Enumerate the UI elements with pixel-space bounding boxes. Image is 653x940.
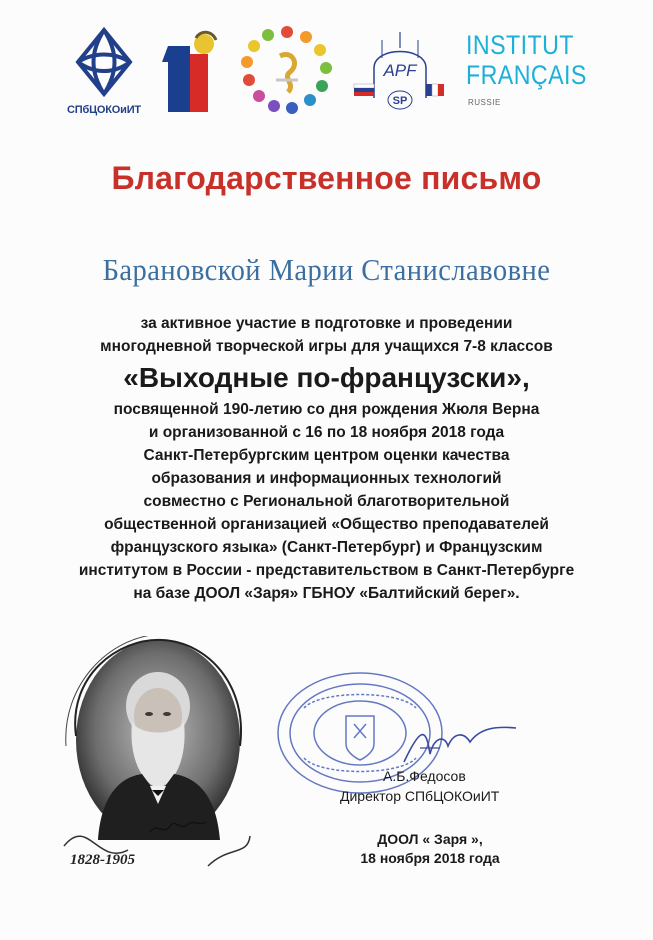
apf-sub-text: SP [392, 95, 408, 107]
signer-name: А.Б.Федосов [383, 768, 466, 784]
body-line: Санкт-Петербургским центром оценки качества [143, 447, 510, 464]
body-line: посвященной 190-летию со дня рождения Жюля Верна [113, 401, 540, 418]
jules-verne-portrait [58, 636, 254, 880]
body-line: институтом в России - представительством в Санкт-Петербурге [78, 562, 575, 579]
hands-wreath-logo [232, 20, 342, 120]
recipient-name: Барановской Марии Станиславовне [102, 252, 551, 287]
first-channel-logo [160, 28, 222, 118]
apf-logo [352, 28, 448, 114]
body-line: на базе ДООЛ «Заря» ГБНОУ «Балтийский берег». [133, 585, 520, 602]
body-line: за активное участие в подготовке и проведении [140, 315, 513, 332]
certificate-body [0, 312, 653, 605]
handwritten-signature [400, 718, 520, 770]
institut-francais-logo [462, 30, 602, 120]
body-line: и организованной с 16 по 18 ноября 2018 года [148, 424, 505, 441]
portrait-years: 1828-1905 [70, 852, 135, 868]
body-line: образования и информационных технологий [151, 470, 502, 487]
date-line: 18 ноября 2018 года [360, 850, 500, 866]
institut-line1: INSTITUT [466, 30, 574, 60]
signer-position: Директор СПбЦОКОиИТ [340, 788, 500, 804]
certificate-title: Благодарственное письмо [111, 160, 542, 196]
spbcokoit-caption: СПбЦОКОиИТ [67, 104, 141, 116]
body-line: многодневной творческой игры для учащихся 7-8 классов [100, 338, 553, 355]
institut-line2: FRANÇAIS [466, 60, 587, 90]
body-line: общественной организацией «Общество преподавателей [104, 516, 549, 533]
institut-sub: RUSSIE [468, 98, 501, 107]
apf-text: APF [383, 61, 417, 80]
event-title: «Выходные по-французски», [123, 362, 530, 393]
spbcokoit-logo [60, 22, 148, 122]
body-line: совместно с Региональной благотворительной [143, 493, 510, 510]
body-line: французского языка» (Санкт-Петербург) и Французским [110, 539, 543, 556]
place-line: ДООЛ « Заря », [377, 831, 483, 847]
place-date [330, 830, 530, 868]
spbcokoit-knot-icon [60, 22, 148, 104]
